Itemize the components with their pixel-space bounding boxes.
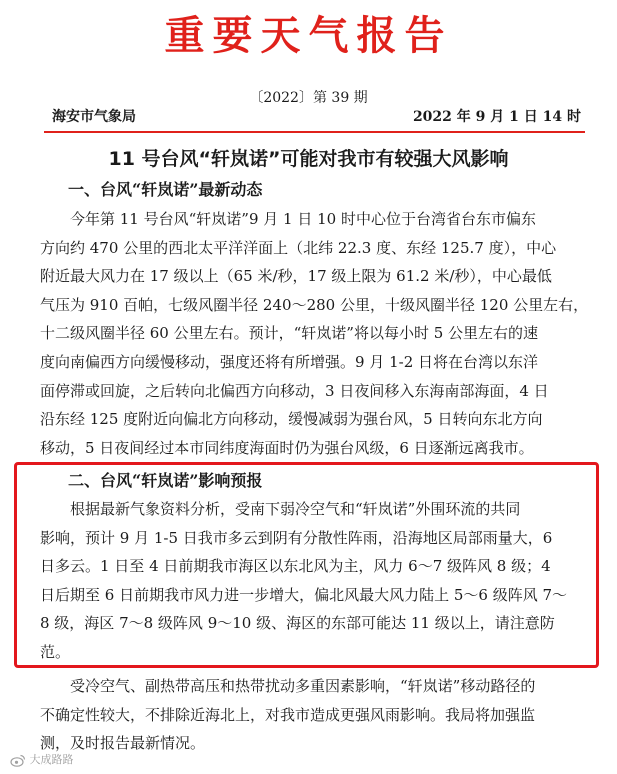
section-1-line: 气压为 910 百帕，七级风圈半径 240～280 公里，十级风圈半径 120 公里左右，: [40, 295, 589, 314]
watermark: [10, 752, 74, 768]
section-2-line: 影响，预计 9 月 1-5 日我市多云到阴有分散性阵雨，沿海地区局部雨量大，6: [40, 528, 553, 547]
section-2-line: 日多云。1 日至 4 日前期我市海区以东北风为主，风力 6～7 级阵风 8 级；4: [40, 557, 551, 576]
section-1-paragraph: [40, 205, 589, 462]
section-1-line: 度向南偏西方向缓慢移动，强度还将有所增强。9 月 1-2 日将在台湾以东洋: [40, 352, 539, 371]
section-3-paragraph: [40, 672, 582, 758]
weibo-logo-icon: [10, 753, 30, 766]
section-1-line: 移动，5 日夜间经过本市同纬度海面时仍为强台风级，6 日逐渐远离我市。: [40, 438, 534, 457]
report-headline: 11 号台风“轩岚诺”可能对我市有较强大风影响: [108, 148, 509, 170]
issuing-agency: 海安市气象局: [52, 109, 136, 125]
report-meta-row: [52, 106, 581, 128]
section-1-line: 沿东经 125 度附近向偏北方向移动，缓慢减弱为强台风，5 日转向东北方向: [40, 410, 543, 429]
section-1-line: 面停滞或回旋，之后转向北偏西方向移动，3 日夜间移入东海南部海面，4 日: [40, 381, 549, 400]
masthead-divider: [44, 131, 585, 133]
section-1-line: 附近最大风力在 17 级以上（65 米/秒，17 级上限为 61.2 米/秒），中心最低: [40, 267, 552, 286]
section-2-line: 8 级，海区 7～8 级阵风 9～10 级、海区的东部可能达 11 级以上，请注意防: [40, 614, 555, 633]
issue-date: 2022 年 9 月 1 日 14 时: [412, 109, 581, 125]
section-2-line: 日后期至 6 日前期我市风力进一步增大，偏北风最大风力陆上 5～6 级阵风 7～: [40, 585, 568, 604]
section-3-line: 受冷空气、副热带高压和热带扰动多重因素影响，“轩岚诺”移动路径的: [70, 677, 536, 695]
section-2-paragraph: [40, 495, 582, 667]
report-masthead: 重要天气报告: [164, 12, 453, 59]
issue-number: 〔2022〕第 39 期: [249, 90, 368, 106]
section-2-title: 二、台风“轩岚诺”影响预报: [68, 471, 263, 490]
section-1-line: 今年第 11 号台风“轩岚诺”9 月 1 日 10 时中心位于台湾省台东市偏东: [70, 210, 536, 228]
section-2-line: 根据最新气象资料分析，受南下弱冷空气和“轩岚诺”外围环流的共同: [70, 500, 521, 518]
watermark-text: 大成路路: [29, 753, 74, 766]
section-3-line: 不确定性较大，不排除近海北上，对我市造成更强风雨影响。我局将加强监: [40, 705, 536, 724]
section-3-line: 测，及时报告最新情况。: [40, 734, 206, 753]
section-1-title: 一、台风“轩岚诺”最新动态: [68, 180, 263, 199]
section-2-line: 范。: [40, 642, 71, 661]
section-1-line: 方向约 470 公里的西北太平洋洋面上（北纬 22.3 度、东经 125.7 度），中心: [40, 238, 557, 257]
section-1-line: 十二级风圈半径 60 公里左右。预计，“轩岚诺”将以每小时 5 公里左右的速: [40, 324, 539, 343]
